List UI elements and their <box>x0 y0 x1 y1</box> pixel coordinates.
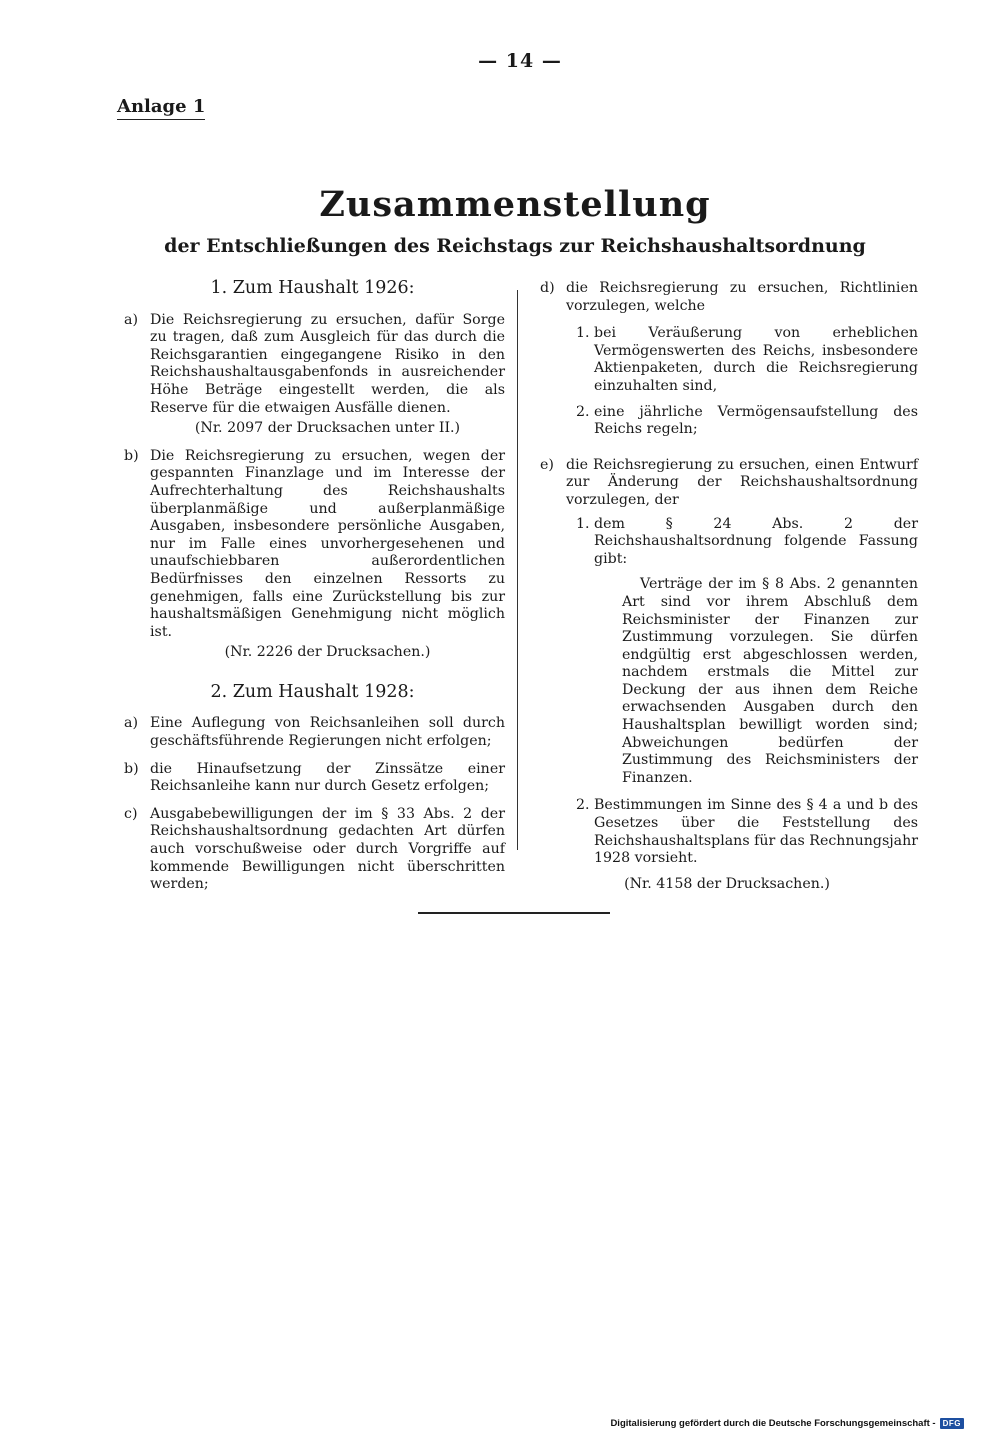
item-text: Die Reichsregierung zu ersuchen, wegen der gespannten Finanzlage und im Interesse der Aufrechterhaltung des Reichshaushalts überplanmäßige und außerplanmäßige Ausgaben, insbesondere persönliche Ausgaben, nur im Falle eines unvorhergesehenen und unaufschiebbaren außerordentlichen Bedürfnisses den einzelnen Ressorts zu genehmigen, falls eine Zurückstellung bis zur haushaltsmäßigen Genehmigung nicht möglich ist. <box>150 447 505 640</box>
section-1-heading: 1. Zum Haushalt 1926: <box>210 278 415 298</box>
item-text: die Hinaufsetzung der Zinssätze einer Reichsanleihe kann nur durch Gesetz erfolgen; <box>150 760 505 795</box>
document-subtitle: der Entschließungen des Reichstags zur Reichshaushaltsordnung <box>164 235 866 257</box>
sub-item-text: eine jährliche Vermögensaufstellung des Reichs regeln; <box>594 403 918 438</box>
sub-item-e-1 <box>536 516 918 569</box>
item-text: die Reichsregierung zu ersuchen, einen Entwurf zur Änderung der Reichshaushaltsordnung vorzulegen, der <box>566 456 918 508</box>
column-divider <box>517 290 518 850</box>
section-2-heading: 2. Zum Haushalt 1928: <box>210 681 415 702</box>
sub-item-d-1 <box>536 325 918 395</box>
left-column <box>120 280 505 904</box>
resolution-1928-d <box>536 280 918 315</box>
document-title: Zusammenstellung <box>319 184 711 225</box>
resolution-1926-a <box>120 312 505 438</box>
item-label: e) <box>540 456 554 473</box>
resolution-1926-b <box>120 448 505 662</box>
resolution-1928-a <box>120 715 505 750</box>
sub-item-number: 2. <box>576 797 590 814</box>
item-label: a) <box>124 311 138 328</box>
page-number: — 14 — <box>478 50 562 72</box>
item-text: Die Reichsregierung zu ersuchen, dafür Sorge zu tragen, daß zum Ausgleich für das durch die Reichsgarantien eingegangene Risiko in den Reichshaushaltausgabenfonds in ausreichender Höhe Beträge eingestellt werden, die als Reserve für die etwaigen Ausfälle dienen. <box>150 311 505 416</box>
sub-item-e-2 <box>536 797 918 867</box>
digitization-footer <box>610 1418 964 1429</box>
sub-item-number: 1. <box>576 515 590 532</box>
resolution-1928-c <box>120 806 505 894</box>
item-text: Eine Auflegung von Reichsanleihen soll durch geschäftsführende Regierungen nicht erfolgen; <box>150 715 505 750</box>
document-reference: (Nr. 2226 der Drucksachen.) <box>224 644 431 661</box>
item-text: Ausgabebewilligungen der im § 33 Abs. 2 der Reichshaushaltsordnung gedachten Art dürfen auch vorschußweise oder durch Vorgriffe auf kommende Bewilligungen nicht überschritten werden; <box>150 805 505 893</box>
item-label: c) <box>124 805 138 822</box>
closing-rule <box>418 912 610 914</box>
sub-item-text: Bestimmungen im Sinne des § 4 a und b des Gesetzes über die Feststellung des Reichshaushaltsplans für das Rechnungsjahr 1928 vorsieht. <box>594 797 918 867</box>
sub-item-d-2 <box>536 404 918 439</box>
footer-text: Digitalisierung gefördert durch die Deutsche Forschungsgemeinschaft - <box>610 1418 936 1429</box>
right-column <box>536 280 918 893</box>
sub-item-text: bei Veräußerung von erheblichen Vermögenswerten des Reichs, insbesondere Aktienpaketen, durch die Reichsregierung einzuhalten sind, <box>594 325 918 394</box>
sub-item-number: 2. <box>576 403 590 420</box>
item-text: die Reichsregierung zu ersuchen, Richtlinien vorzulegen, welche <box>566 280 918 314</box>
item-label: a) <box>124 715 138 732</box>
sub-item-number: 1. <box>576 325 590 342</box>
quoted-provision: Verträge der im § 8 Abs. 2 genannten Art sind vor ihrem Abschluß dem Reichsminister der Finanzen zur Zustimmung vorzulegen. Sie dürfen endgültig erst abgeschlossen werden, nachdem erstmals die Mittel zur Deckung der aus ihnen dem Reiche erwachsenden Ausgaben durch den Haushaltsplan bewilligt worden sind; Abweichungen bedürfen der Zustimmung des Reichsministers der Finanzen. <box>622 576 918 786</box>
resolution-1928-e <box>536 457 918 510</box>
resolution-1928-b <box>120 761 505 796</box>
dfg-logo: DFG <box>940 1418 964 1429</box>
document-reference: (Nr. 4158 der Drucksachen.) <box>624 875 830 892</box>
sub-item-text: dem § 24 Abs. 2 der Reichshaushaltsordnung folgende Fassung gibt: <box>594 515 918 567</box>
annex-label: Anlage 1 <box>117 96 205 120</box>
item-label: d) <box>540 280 555 296</box>
item-label: b) <box>124 760 139 777</box>
document-reference: (Nr. 2097 der Drucksachen unter II.) <box>194 420 461 437</box>
item-label: b) <box>124 447 139 464</box>
